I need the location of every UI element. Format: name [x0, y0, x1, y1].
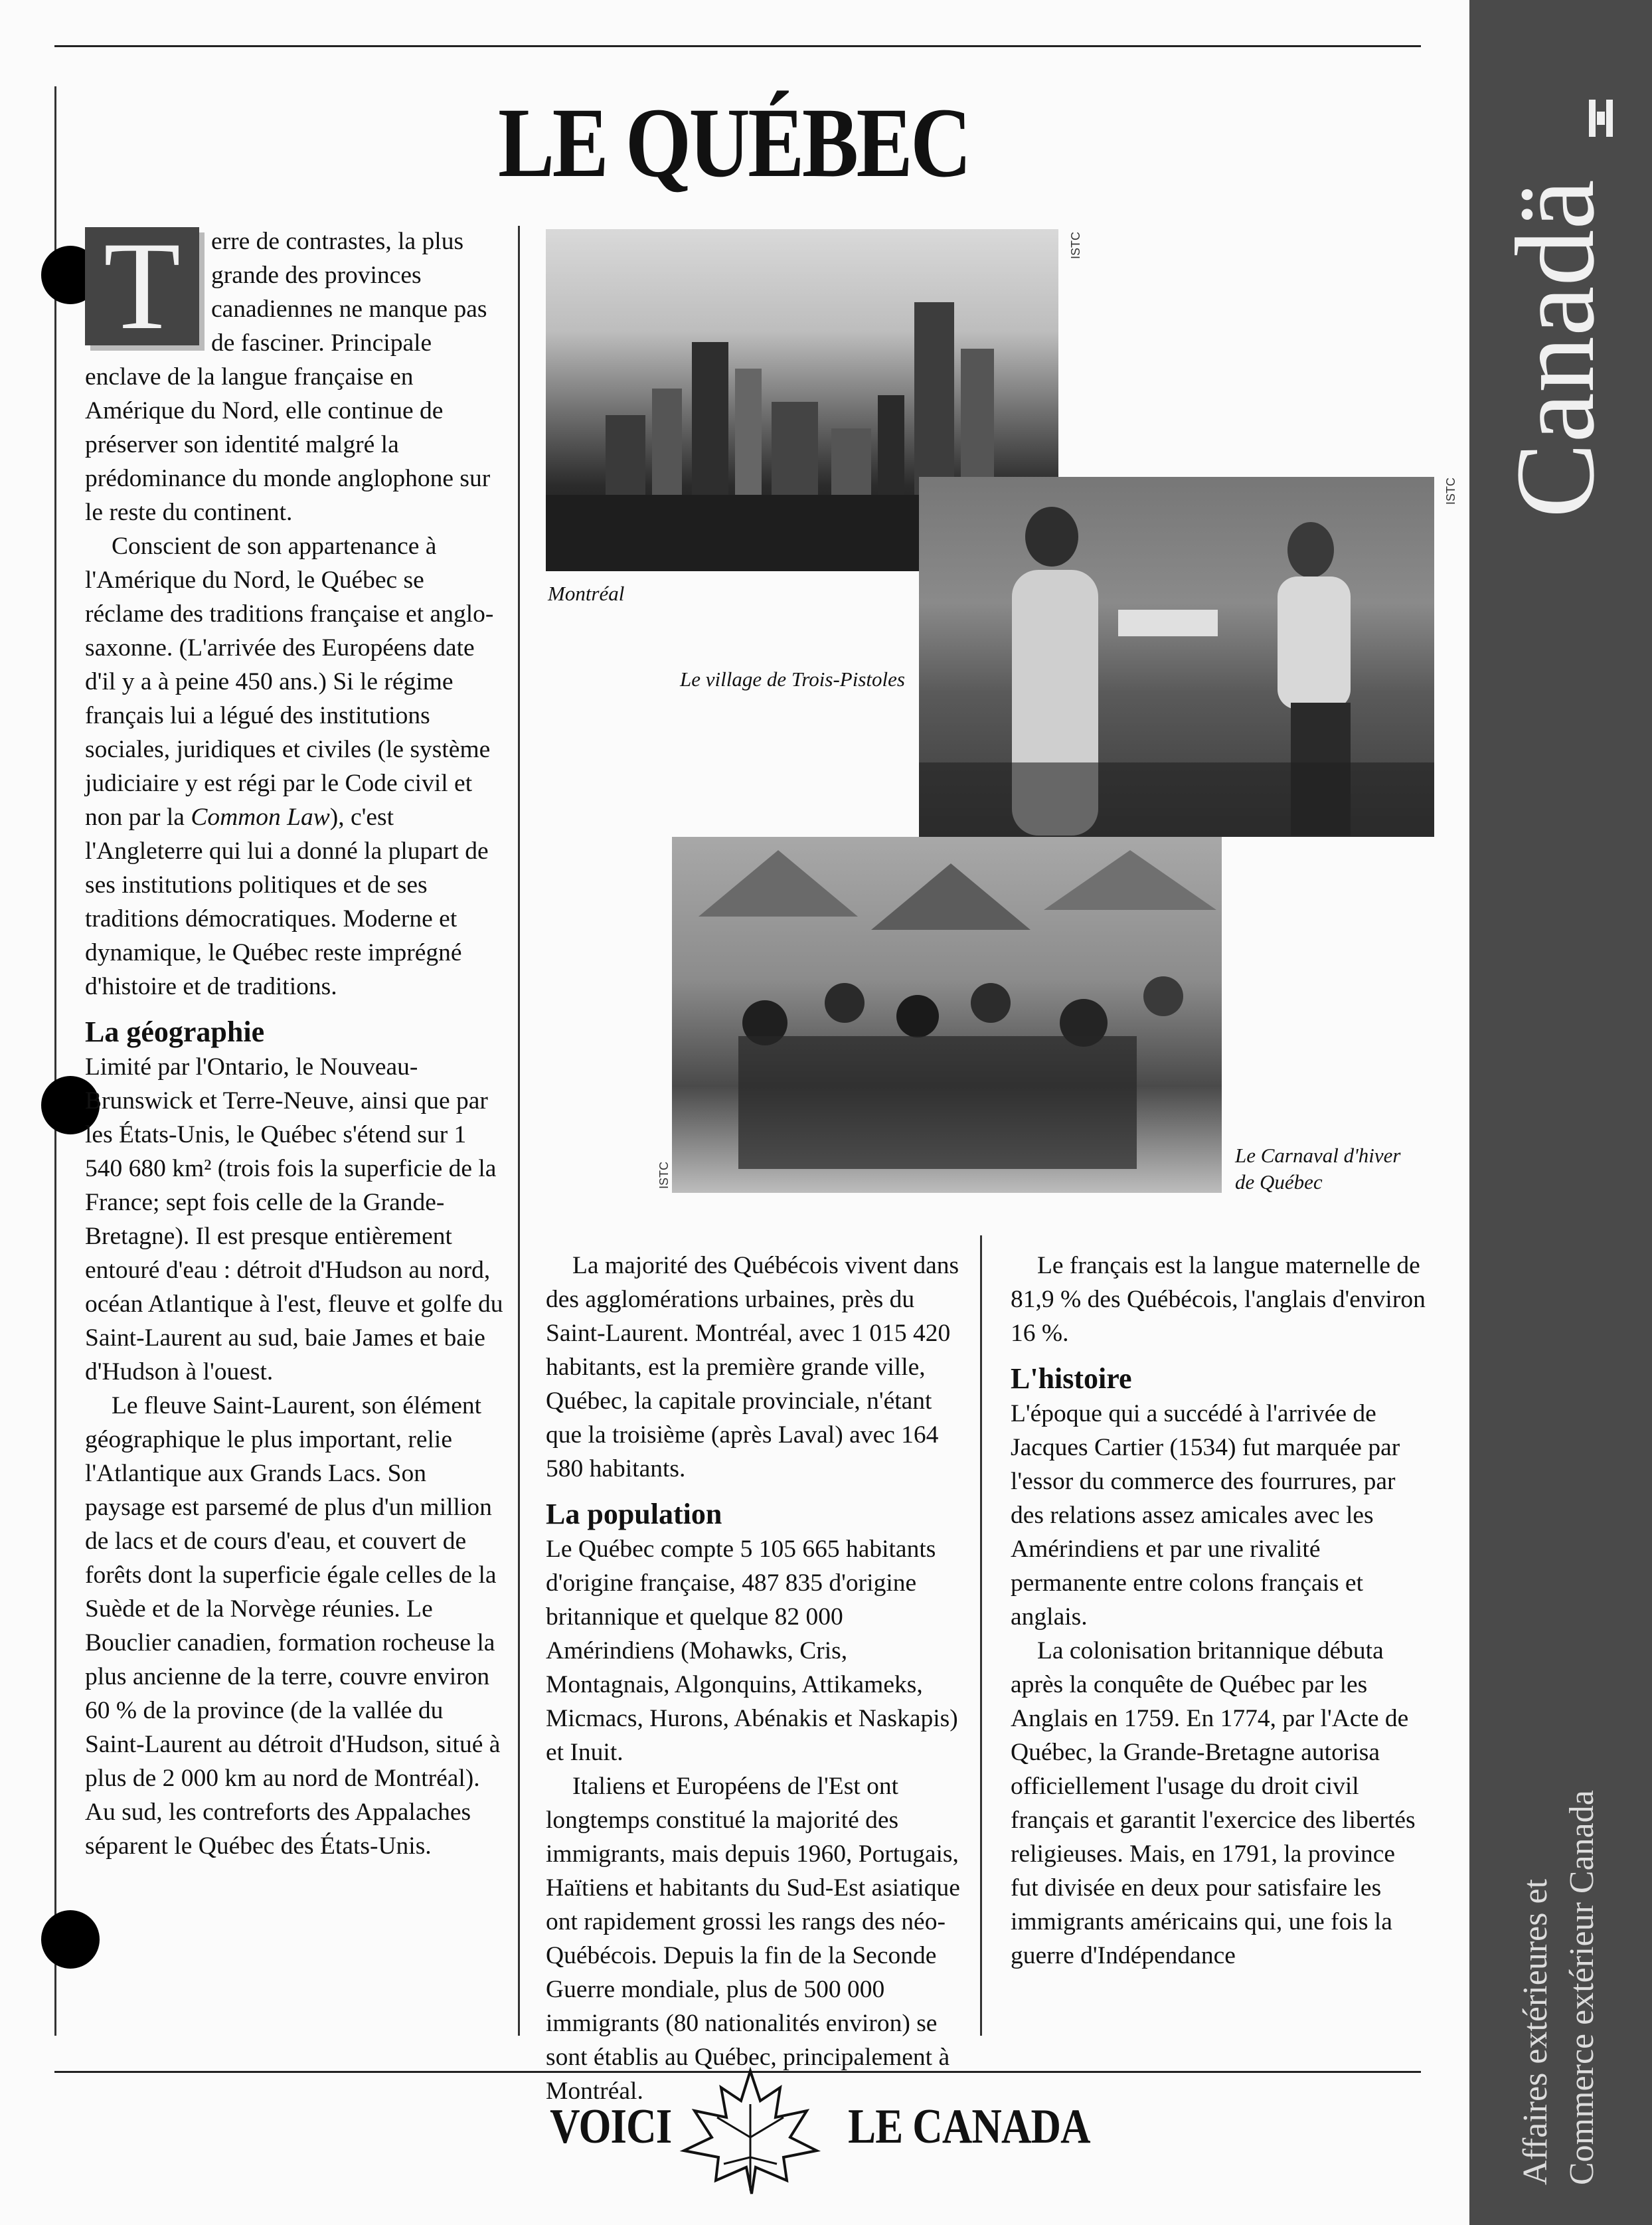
column-right — [1011, 1249, 1428, 1973]
ministry-line-2: Commerce extérieur Canada — [1563, 1790, 1601, 2185]
column-left — [85, 217, 503, 1863]
column-rule-2 — [980, 1235, 982, 2036]
column-middle — [546, 1249, 963, 2108]
government-sidebar — [1469, 0, 1652, 2225]
population-paragraph-3: Le français est la langue maternelle de 81,9 % des Québécois, l'anglais d'environ 16 %. — [1011, 1252, 1426, 1347]
intro-paragraph-2-text: Conscient de son appartenance à l'Amérique du Nord, le Québec se réclame des traditions française et anglo-saxonne. (L'arrivée des Européens date d'il y a à peine 450 ans.) Si le régime français lui a légué des institutions sociales, juridiques et civiles (le système judiciaire y est régi par le Code civil et non par la — [85, 533, 494, 831]
carnaval-crowd-graphic — [672, 837, 1222, 1193]
histoire-paragraph-1: L'époque qui a succédé à l'arrivée de Jacques Cartier (1534) fut marquée par l'essor du commerce des fourrures, par des relations assez amicales avec les Amérindiens et par une rivalité permanente entre colons français et anglais. — [1011, 1400, 1400, 1631]
maple-leaf-icon — [671, 2064, 830, 2197]
page-title: LE QUÉBEC — [498, 88, 969, 198]
heading-geographie: La géographie — [85, 1016, 265, 1048]
common-law-term: Common Law — [191, 804, 330, 831]
credit-trois-pistoles: ISTC — [1444, 477, 1457, 505]
caption-montreal: Montréal — [548, 582, 625, 605]
credit-montreal: ISTC — [1069, 231, 1082, 259]
column-rule-1 — [518, 226, 520, 2036]
heading-histoire: L'histoire — [1011, 1362, 1132, 1395]
urbain-paragraph: La majorité des Québécois vivent dans des agglomérations urbaines, près du Saint-Laurent. Montréal, avec 1 015 420 habitants, est la première grande ville, Québec, la capitale provinciale, n'étant que la troisième (après Laval) avec 164 580 habitants. — [546, 1252, 959, 1482]
left-margin-rule — [54, 86, 56, 2036]
caption-trois-pistoles: Le village de Trois-Pistoles — [680, 668, 905, 691]
population-paragraph-1: Le Québec compte 5 105 665 habitants d'origine française, 487 835 d'origine britannique et quelque 82 000 Amérindiens (Mohawks, Cris, Montagnais, Algonquins, Attikameks, Micmacs, Hurons, Abénakis et Naskapis) et Inuit. — [546, 1536, 958, 1766]
top-rule — [54, 45, 1421, 47]
trois-pistoles-people-graphic — [919, 477, 1434, 837]
punch-hole-bottom — [41, 1910, 100, 1969]
geographie-paragraph-1: Limité par l'Ontario, le Nouveau-Brunswick et Terre-Neuve, ainsi que par les États-Unis, le Québec s'étend sur 1 540 680 km² (trois fois la superficie de la France; sept fois celle de la Grande-Bretagne). Il est presque entièrement entouré d'eau : détroit d'Hudson au nord, océan Atlantique à l'est, fleuve et golfe du Saint-Laurent au sud, baie James et baie d'Hudson à l'ouest. — [85, 1053, 503, 1385]
heading-population: La population — [546, 1498, 722, 1530]
caption-carnaval-line-1: Le Carnaval d'hiver — [1235, 1144, 1401, 1167]
intro-paragraph-2-end: ), c'est l'Angleterre qui lui a donné la plupart de ses institutions politiques et de ses traditions démocratiques. Moderne et dynamique, le Québec reste imprégné d'histoire et de traditions. — [85, 804, 489, 1000]
canada-wordmark: Canadä — [1493, 179, 1617, 518]
footer-voici: VOICI — [550, 2099, 672, 2154]
geographie-paragraph-2: Le fleuve Saint-Laurent, son élément géographique le plus important, relie l'Atlantique aux Grands Lacs. Son paysage est parsemé de plus d'un million de lacs et de cours d'eau, et couvert de forêts dont la superficie égale celles de la Suède et de la Norvège réunies. Le Bouclier canadien, formation rocheuse la plus ancienne de la terre, couvre environ 60 % de la province (de la vallée du Saint-Laurent au détroit d'Hudson, situé à plus de 2 000 km au nord de Montréal). Au sud, les contreforts des Appalaches séparent le Québec des États-Unis. — [85, 1392, 501, 1860]
canada-flag-symbol — [1589, 100, 1613, 137]
footer-le-canada: LE CANADA — [848, 2099, 1090, 2154]
drop-cap: T — [85, 227, 199, 345]
histoire-paragraph-2: La colonisation britannique débuta après la conquête de Québec par les Anglais en 1759. En 1774, par l'Acte de Québec, la Grande-Bretagne autorisa officiellement l'usage du droit civil français et garantit l'exercice des libertés religieuses. Mais, en 1791, la province fut divisée en deux pour satisfaire les immigrants américains qui, une fois la guerre d'Indépendance — [1011, 1637, 1416, 1969]
intro-paragraph-1: erre de contrastes, la plus grande des provinces canadiennes ne manque pas de fasciner. Principale enclave de la langue française en Amérique du Nord, elle continue de préserver son identité malgré la prédominance du monde anglophone sur le reste du continent. — [85, 228, 491, 526]
ministry-line-1: Affaires extérieures et — [1517, 1878, 1554, 2185]
population-paragraph-2: Italiens et Européens de l'Est ont longtemps constitué la majorité des immigrants, mais depuis 1960, Portugais, Haïtiens et habitants du Sud-Est asiatique ont rapidement grossi les rangs des néo-Québécois. Depuis la fin de la Seconde Guerre mondiale, plus de 500 000 immigrants (80 nationalités environ) se sont établis au Québec, principalement à Montréal. — [546, 1773, 960, 2105]
photo-trois-pistoles — [919, 477, 1434, 837]
caption-carnaval-line-2: de Québec — [1235, 1170, 1323, 1194]
photo-carnaval — [672, 837, 1222, 1193]
intro-paragraph-2 — [85, 529, 503, 1004]
credit-carnaval: ISTC — [657, 1161, 671, 1189]
